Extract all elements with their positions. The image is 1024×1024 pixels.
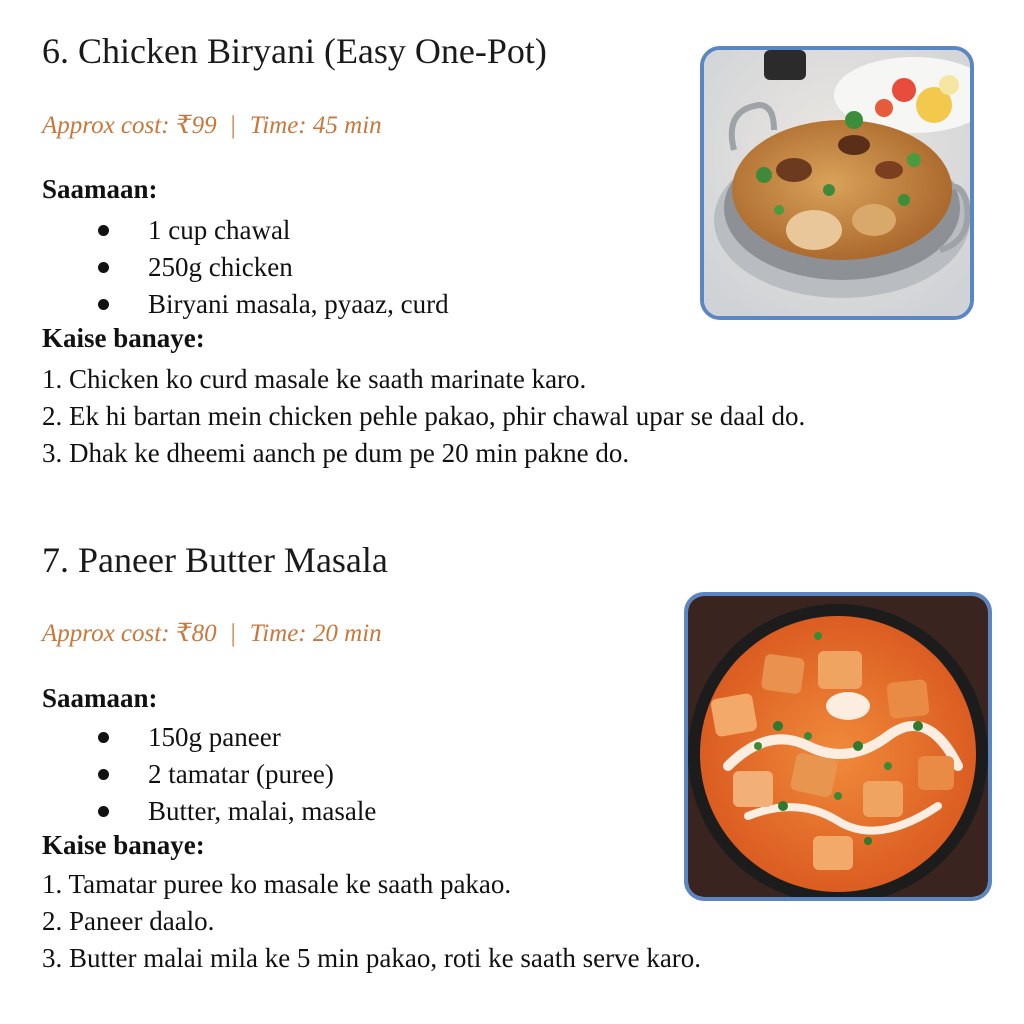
bullet-icon xyxy=(98,732,109,743)
ingredients-heading: Saamaan: xyxy=(42,683,158,713)
paneer-butter-masala-photo xyxy=(684,592,992,901)
recipe-cost: Approx cost: ₹99 xyxy=(42,112,217,139)
recipe-cost: Approx cost: ₹80 xyxy=(42,620,217,647)
steps-heading: Kaise banaye: xyxy=(42,323,205,353)
step-item: 1. Tamatar puree ko masale ke saath pakao. xyxy=(42,869,512,899)
ingredient-text: 2 tamatar (puree) xyxy=(148,759,334,789)
recipe-card-chicken-biryani xyxy=(0,0,1024,500)
bullet-icon xyxy=(98,806,109,817)
ingredient-text: 250g chicken xyxy=(148,252,293,282)
step-item: 2. Paneer daalo. xyxy=(42,906,215,936)
ingredient-item xyxy=(96,286,449,323)
step-item: 1. Chicken ko curd masale ke saath marinate karo. xyxy=(42,364,587,394)
steps-list xyxy=(42,866,701,977)
ingredient-text: Biryani masala, pyaaz, curd xyxy=(148,289,449,319)
recipe-title: 7. Paneer Butter Masala xyxy=(42,540,388,580)
meta-separator: | xyxy=(230,112,236,139)
recipe-card-paneer-butter-masala xyxy=(0,505,1024,1024)
biryani-photo xyxy=(700,46,974,320)
recipe-meta xyxy=(42,110,382,140)
bullet-icon xyxy=(98,299,109,310)
recipe-title: 6. Chicken Biryani (Easy One-Pot) xyxy=(42,31,547,71)
step-item: 3. Butter malai mila ke 5 min pakao, roti ke saath serve karo. xyxy=(42,943,702,973)
ingredient-item xyxy=(96,756,376,793)
recipe-time: Time: 45 min xyxy=(249,112,382,139)
meta-separator: | xyxy=(230,620,236,647)
ingredient-item xyxy=(96,212,449,249)
ingredients-heading: Saamaan: xyxy=(42,174,158,204)
steps-list xyxy=(42,361,805,472)
bullet-icon xyxy=(98,262,109,273)
bullet-icon xyxy=(98,769,109,780)
recipe-time: Time: 20 min xyxy=(249,620,382,647)
recipe-meta xyxy=(42,618,382,648)
biryani-illustration xyxy=(704,50,970,316)
ingredient-item xyxy=(96,719,376,756)
step-item: 2. Ek hi bartan mein chicken pehle pakao, phir chawal upar se daal do. xyxy=(42,401,806,431)
paneer-illustration xyxy=(688,596,988,897)
ingredient-item xyxy=(96,793,376,830)
bullet-icon xyxy=(98,225,109,236)
ingredient-item xyxy=(96,249,449,286)
ingredient-text: 1 cup chawal xyxy=(148,215,291,245)
step-item: 3. Dhak ke dheemi aanch pe dum pe 20 min pakne do. xyxy=(42,438,630,468)
ingredient-text: 150g paneer xyxy=(148,722,281,752)
steps-heading: Kaise banaye: xyxy=(42,830,205,860)
ingredient-text: Butter, malai, masale xyxy=(148,796,377,826)
ingredients-list xyxy=(96,719,376,830)
ingredients-list xyxy=(96,212,449,323)
